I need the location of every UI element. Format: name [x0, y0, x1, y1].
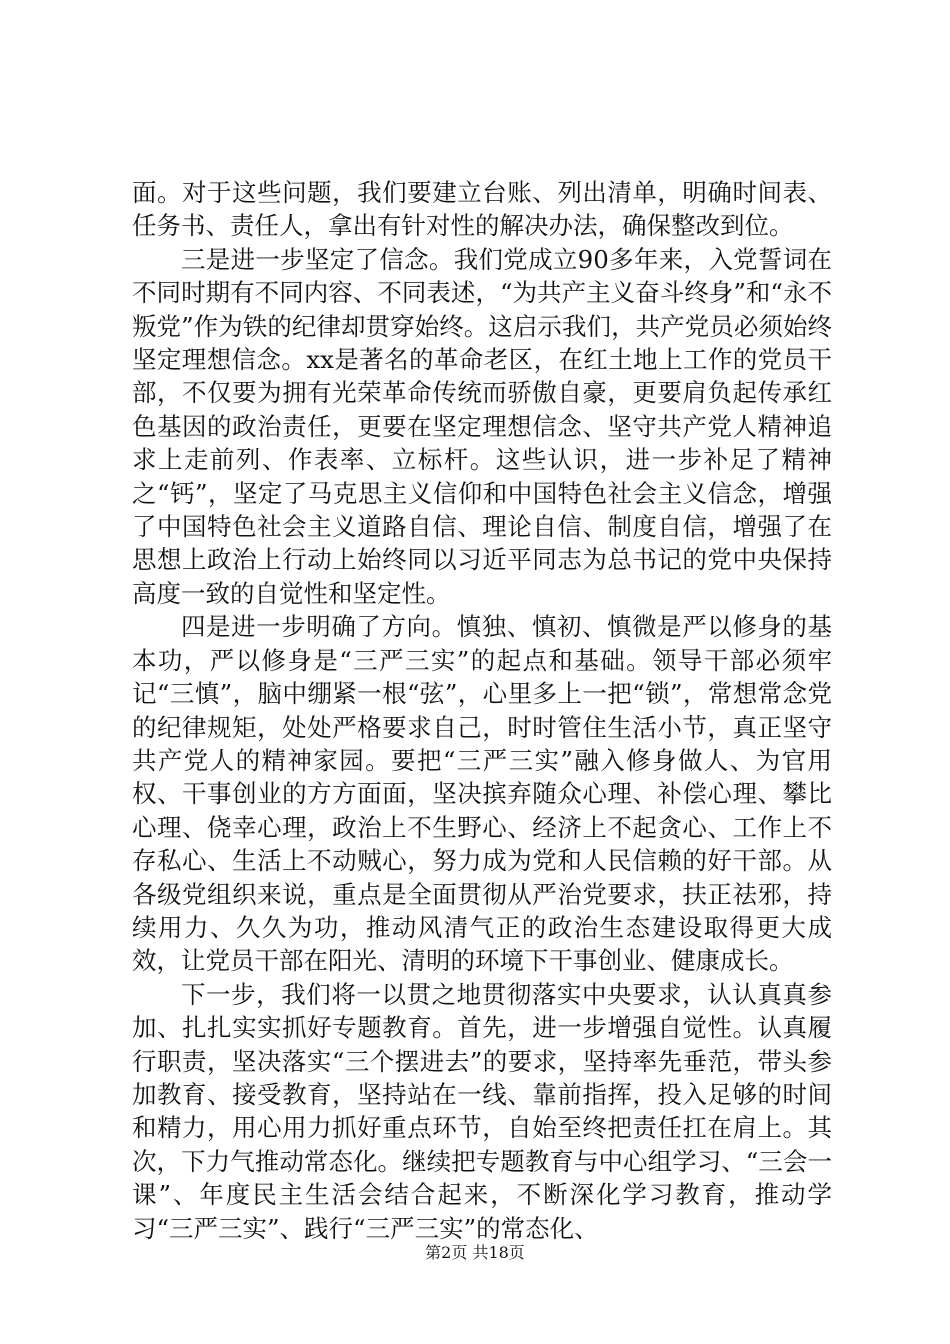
page-footer — [0, 1243, 950, 1263]
page-number-label: 第2页 共18页 — [425, 1243, 525, 1262]
paragraph-direction: 四是进一步明确了方向。慎独、慎初、慎微是严以修身的基本功，严以修身是“三严三实”的起点和基础。领导干部必须牢记“三慎”，脑中绷紧一根“弦”，心里多上一把“锁”，常想常念党的纪律规矩，处处严格要求自己，时时管住生活小节，真正坚守共产党人的精神家园。要把“三严三实”融入修身做人、为官用权、干事创业的方方面面，坚决摈弃随众心理、补偿心理、攀比心理、侥幸心理，政治上不生野心、经济上不起贪心、工作上不存私心、生活上不动贼心，努力成为党和人民信赖的好干部。从各级党组织来说，重点是全面贯彻从严治党要求，扶正祛邪，持续用力、久久为功，推动风清气正的政治生态建设取得更大成效，让党员干部在阳光、清明的环境下干事创业、健康成长。 — [132, 612, 832, 976]
paragraph-continuation: 面。对于这些问题，我们要建立台账、列出清单，明确时间表、任务书、责任人，拿出有针对性的解决办法，确保整改到位。 — [132, 178, 832, 241]
paragraph-faith: 三是进一步坚定了信念。我们党成立90多年来，入党誓词在不同时期有不同内容、不同表述，“为共产主义奋斗终身”和“永不叛党”作为铁的纪律却贯穿始终。这启示我们，共产党员必须始终坚定理想信念。xx是著名的革命老区，在红土地上工作的党员干部，不仅要为拥有光荣革命传统而骄傲自豪，更要肩负起传承红色基因的政治责任，更要在坚定理想信念、坚守共产党人精神追求上走前列、作表率、立标杆。这些认识，进一步补足了精神之“钙”，坚定了马克思主义信仰和中国特色社会主义信念，增强了中国特色社会主义道路自信、理论自信、制度自信，增强了在思想上政治上行动上始终同以习近平同志为总书记的党中央保持高度一致的自觉性和坚定性。 — [132, 244, 832, 608]
paragraph-next-steps: 下一步，我们将一以贯之地贯彻落实中央要求，认认真真参加、扎扎实实抓好专题教育。首先，进一步增强自觉性。认真履行职责，坚决落实“三个摆进去”的要求，坚持率先垂范，带头参加教育、接受教育，坚持站在一线、靠前指挥，投入足够的时间和精力，用心用力抓好重点环节，自始至终把责任扛在肩上。其次，下力气推动常态化。继续把专题教育与中心组学习、“三会一课”、年度民主生活会结合起来，不断深化学习教育，推动学习“三严三实”、践行“三严三实”的常态化、 — [132, 979, 832, 1243]
body-text — [132, 176, 832, 1245]
